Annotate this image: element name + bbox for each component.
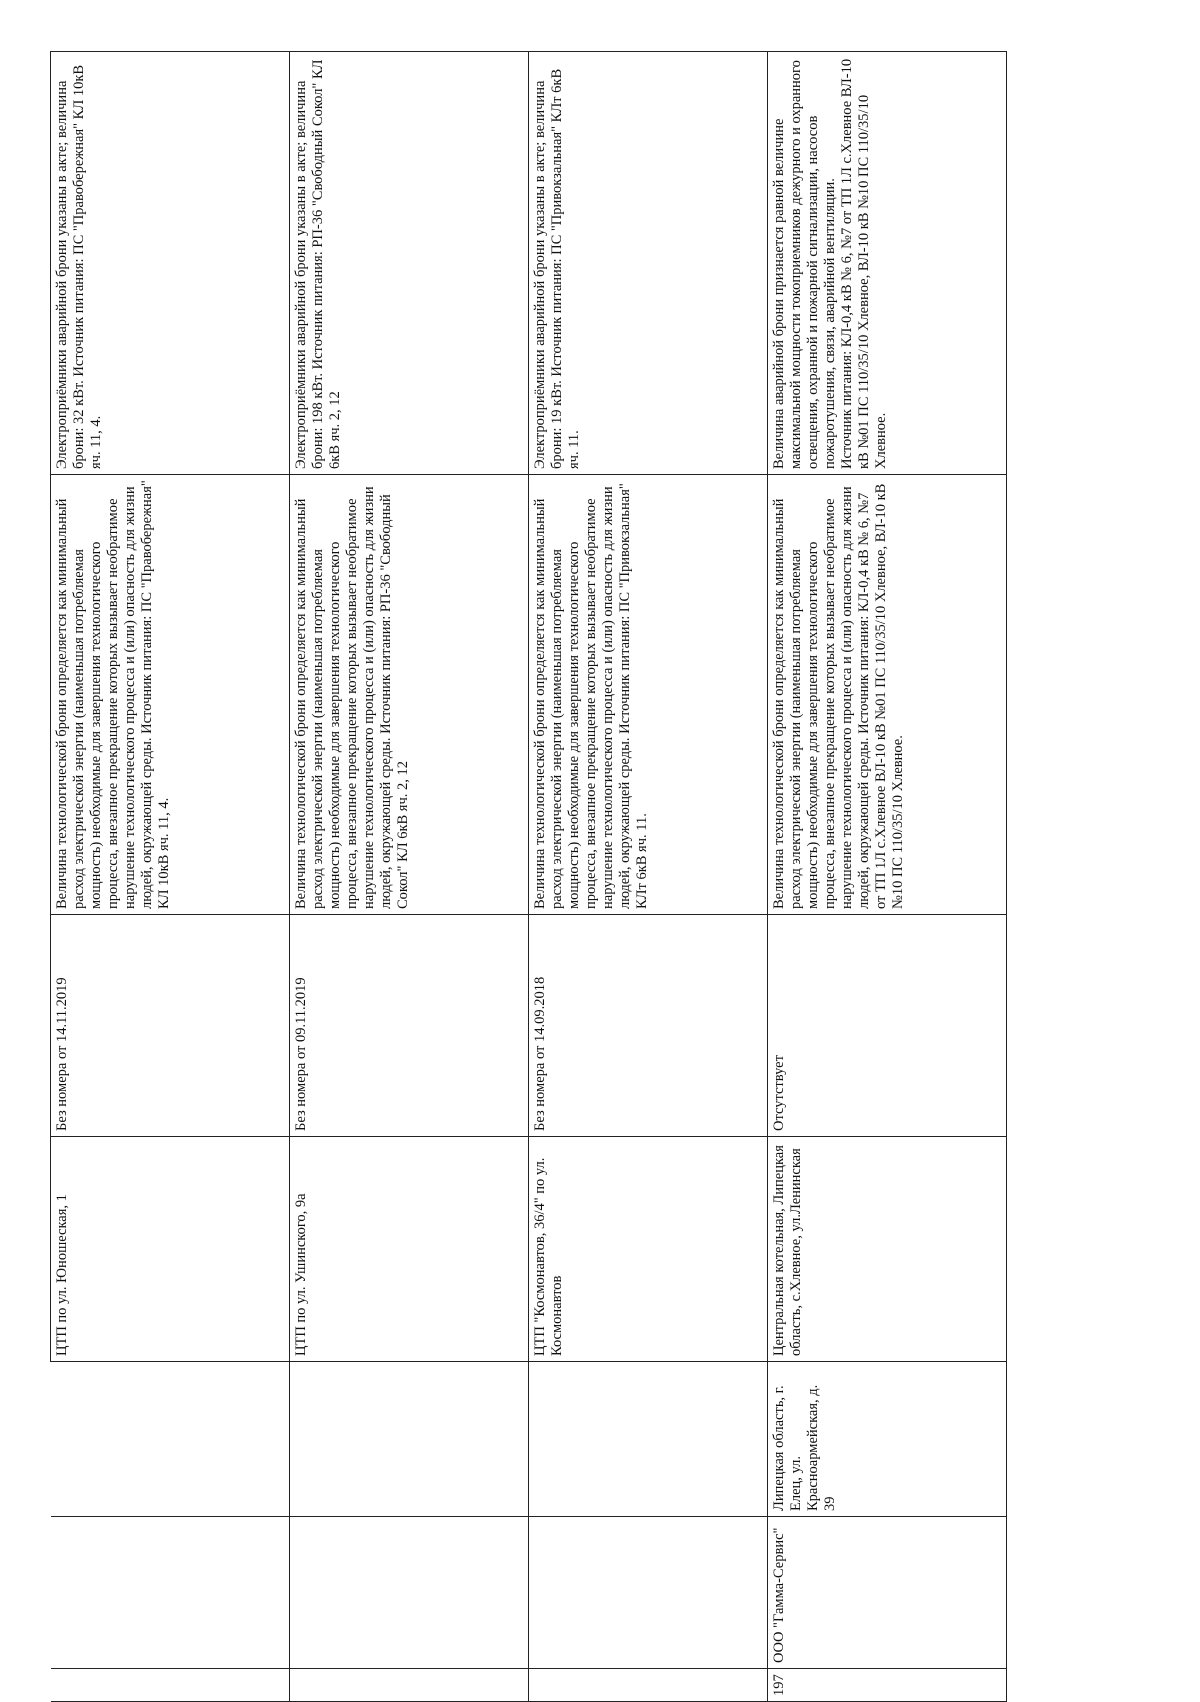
organization-name bbox=[290, 1517, 529, 1669]
emergency-reserve-text: Электроприёмники аварийной брони указаны в акте; величина брони: 32 кВт. Источник питания: ПС "Правобережная" КЛ 10кВ яч. 11, 4. bbox=[51, 52, 290, 475]
organization-address bbox=[51, 1362, 290, 1517]
tech-reserve-text: Величина технологической брони определяется как минимальный расход электрической энергии (наименьшая потребляемая мощность) необходимые для завершения технологического процесса, внезапное прекращение которых вызывает необратимое нарушение технологического процесса и (или) опасность для жизни людей, окружающей среды. Источник питания: РП-36 "Свободный Сокол" КЛ 6кВ яч. 2, 12 bbox=[290, 475, 529, 915]
table-row bbox=[51, 52, 290, 1702]
reserve-table bbox=[50, 51, 1007, 1702]
emergency-reserve-text: Величина аварийной брони признается равной величине максимальной мощности токоприемников дежурного и охранного освещения, охранной и пожарной сигнализации, насосов пожаротушения, связи, аварийной вентиляции. Источник питания: КЛ-0,4 кВ № 6, №7 от ТП 1Л с.Хлевное ВЛ-10 кВ №01 ПС 110/35/10 Хлевное, ВЛ-10 кВ №10 ПС 110/35/10 Хлевное. bbox=[768, 52, 1007, 475]
act-info: Без номера от 14.11.2019 bbox=[51, 915, 290, 1137]
table-row bbox=[529, 52, 768, 1702]
organization-name bbox=[529, 1517, 768, 1669]
tech-reserve-text: Величина технологической брони определяется как минимальный расход электрической энергии (наименьшая потребляемая мощность) необходимые для завершения технологического процесса, внезапное прекращение которых вызывает необратимое нарушение технологического процесса и (или) опасность для жизни людей, окружающей среды. Источник питания: ПС "Привокзальная" КЛт 6кВ яч. 11. bbox=[529, 475, 768, 915]
rotated-table-sheet bbox=[50, 52, 1200, 1702]
table-row bbox=[768, 52, 1007, 1702]
organization-name bbox=[51, 1517, 290, 1669]
object-name: ЦТП "Космонавтов, 36/4" по ул. Космонавтов bbox=[529, 1137, 768, 1362]
act-info: Отсутствует bbox=[768, 915, 1007, 1137]
organization-address bbox=[290, 1362, 529, 1517]
object-name: ЦТП по ул. Юношеская, 1 bbox=[51, 1137, 290, 1362]
row-number: 197 bbox=[768, 1669, 1007, 1702]
table-row bbox=[290, 52, 529, 1702]
act-info: Без номера от 14.09.2018 bbox=[529, 915, 768, 1137]
object-name: ЦТП по ул. Ушинского, 9а bbox=[290, 1137, 529, 1362]
organization-address bbox=[529, 1362, 768, 1517]
tech-reserve-text: Величина технологической брони определяется как минимальный расход электрической энергии (наименьшая потребляемая мощность) необходимые для завершения технологического процесса, внезапное прекращение которых вызывает необратимое нарушение технологического процесса и (или) опасность для жизни людей, окружающей среды. Источник питания: ПС "Правобережная" КЛ 10кВ яч. 11, 4. bbox=[51, 475, 290, 915]
act-info: Без номера от 09.11.2019 bbox=[290, 915, 529, 1137]
object-name: Центральная котельная, Липецкая область, с.Хлевное, ул.Ленинская bbox=[768, 1137, 1007, 1362]
organization-address: Липецкая область, г. Елец, ул. Красноармейская, д. 39 bbox=[768, 1362, 1007, 1517]
emergency-reserve-text: Электроприёмники аварийной брони указаны в акте; величина брони: 198 кВт. Источник питания: РП-36 "Свободный Сокол" КЛ 6кВ яч. 2, 12 bbox=[290, 52, 529, 475]
emergency-reserve-text: Электроприёмники аварийной брони указаны в акте; величина брони: 19 кВт. Источник питания: ПС "Привокзальная" КЛт 6кВ яч. 11. bbox=[529, 52, 768, 475]
organization-name: ООО "Гамма-Сервис" bbox=[768, 1517, 1007, 1669]
tech-reserve-text: Величина технологической брони определяется как минимальный расход электрической энергии (наименьшая потребляемая мощность) необходимые для завершения технологического процесса, внезапное прекращение которых вызывает необратимое нарушение технологического процесса и (или) опасность для жизни людей, окружающей среды. Источник питания: КЛ-0,4 кВ № 6, №7 от ТП 1Л с.Хлевное ВЛ-10 кВ №01 ПС 110/35/10 Хлевное, ВЛ-10 кВ №10 ПС 110/35/10 Хлевное. bbox=[768, 475, 1007, 915]
